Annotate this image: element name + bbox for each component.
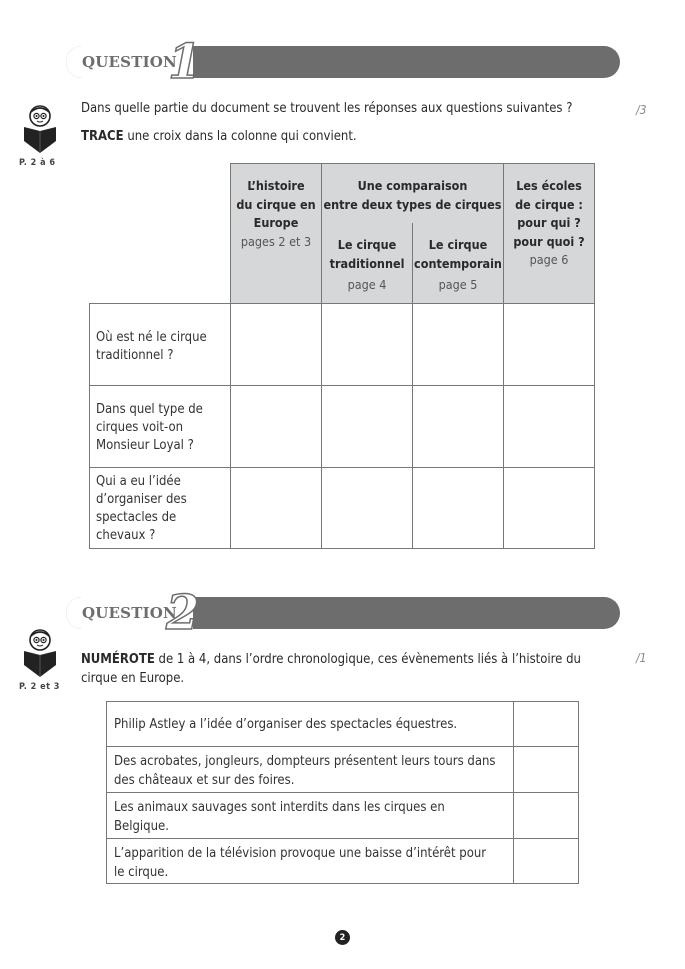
answer-cell[interactable] [412,467,504,549]
question2-instruction [81,650,581,688]
question2-banner [66,597,620,629]
question2-instruction-line1: de 1 à 4, dans l’ordre chronologique, ces évènements liés à l’histoire du [154,652,581,667]
answer-cell[interactable] [503,385,595,468]
header-traditional-text: Le cirque traditionnel page 4 [329,237,405,292]
event-row [106,792,579,839]
event-text: Philip Astley a l’idée d’organiser des spectacles équestres. [114,717,458,732]
event-row [106,701,579,747]
answer-cell[interactable] [230,303,322,386]
question1-instruction-verb: TRACE [81,129,124,144]
question1-score: /3 [636,103,647,117]
header-history-text: L’histoire du cirque en Europe pages 2 et 3 [236,178,316,249]
question1-number: 1 [168,34,202,90]
answer-cell[interactable] [321,467,413,549]
row-question-text: Dans quel type de cirques voit-on Monsieur Loyal ? [96,402,203,453]
question2-instruction-verb: NUMÉROTE [81,652,155,667]
question1-prompt: Dans quelle partie du document se trouvent les réponses aux questions suivantes ? [81,101,573,116]
header-contemporary-text: Le cirque contemporain page 5 [414,237,502,292]
row-question-text: Qui a eu l’idée d’organiser des spectacles de chevaux ? [96,474,187,543]
event-number-box[interactable] [513,702,578,746]
question2-score: /1 [636,651,647,665]
page-number: 2 [335,930,350,945]
answer-cell[interactable] [412,385,504,468]
reading-child-icon [22,627,58,679]
question1-instruction-rest: une croix dans la colonne qui convient. [123,129,357,144]
question1-banner [66,46,620,78]
answer-cell[interactable] [321,303,413,386]
header-schools-text: Les écoles de cirque : pour qui ? pour quoi ? page 6 [513,178,585,267]
event-row [106,746,579,793]
question2-instruction-line2: cirque en Europe. [81,671,185,686]
event-row [106,838,579,884]
row-question-text: Où est né le cirque traditionnel ? [96,330,207,363]
answer-cell[interactable] [412,303,504,386]
event-number-box[interactable] [513,793,578,838]
event-number-box[interactable] [513,747,578,792]
question1-label: QUESTION [82,53,177,71]
question2-page-ref: P. 2 et 3 [19,682,60,692]
question1-table [89,163,595,549]
event-text: L’apparition de la télévision provoque une baisse d’intérêt pour le cirque. [114,846,487,880]
answer-cell[interactable] [503,303,595,386]
event-text: Les animaux sauvages sont interdits dans les cirques en Belgique. [114,800,445,834]
question2-number: 2 [166,585,200,641]
answer-cell[interactable] [230,385,322,468]
answer-cell[interactable] [230,467,322,549]
event-text: Des acrobates, jongleurs, dompteurs présentent leurs tours dans des châteaux et sur des foires. [114,754,496,788]
answer-cell[interactable] [321,385,413,468]
answer-cell[interactable] [503,467,595,549]
event-number-box[interactable] [513,839,578,883]
question2-label: QUESTION [82,604,177,622]
question1-instruction [81,127,357,146]
header-comparison-text: Une comparaison entre deux types de cirques [323,178,502,212]
question1-page-ref: P. 2 à 6 [19,158,56,168]
reading-child-icon [22,103,58,155]
